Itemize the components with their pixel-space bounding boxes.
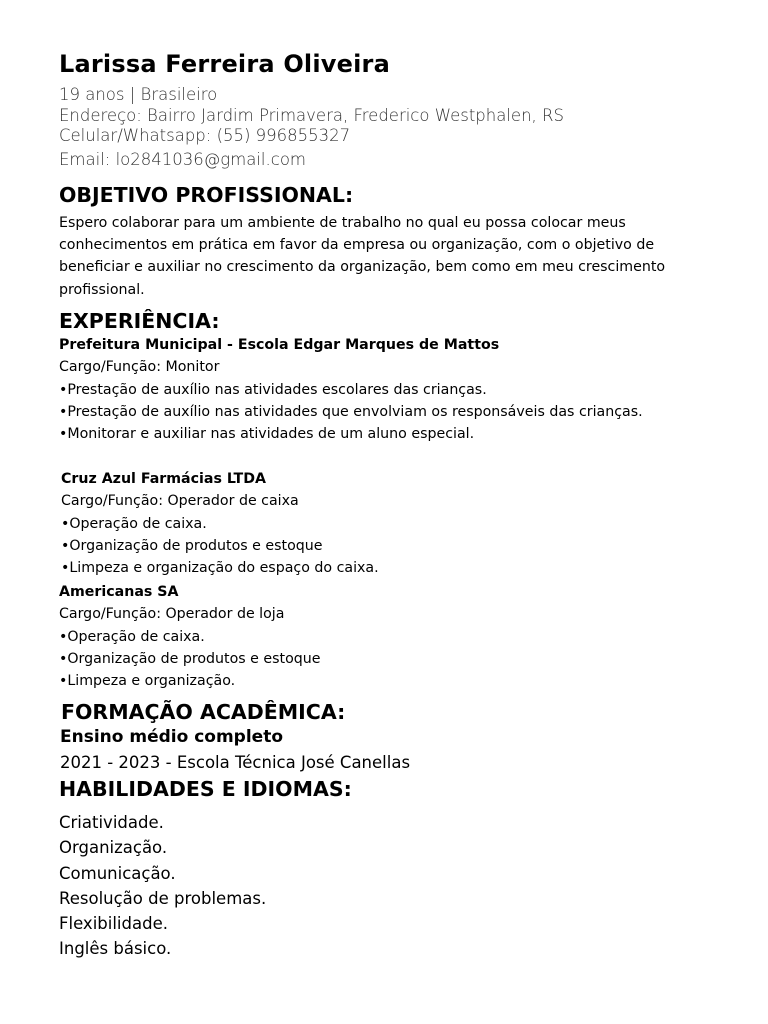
education-title: FORMAÇÃO ACADÊMICA: bbox=[61, 700, 346, 724]
email: Email: lo2841036@gmail.com bbox=[59, 150, 306, 169]
job-role: Cargo/Função: Operador de caixa bbox=[61, 493, 299, 510]
education-entry bbox=[60, 725, 410, 775]
skill-item: Comunicação. bbox=[59, 863, 176, 883]
skill-item: Organização. bbox=[59, 838, 168, 858]
job-task: •Operação de caixa. bbox=[61, 515, 207, 532]
job-entry bbox=[61, 468, 379, 579]
job-task: •Limpeza e organização do espaço do caixa. bbox=[61, 560, 379, 577]
job-company: Americanas SA bbox=[59, 584, 179, 600]
skill-item: Inglês básico. bbox=[59, 939, 172, 959]
address: Endereço: Bairro Jardim Primavera, Frederico Westphalen, RS bbox=[59, 105, 564, 125]
job-task: •Limpeza e organização. bbox=[59, 673, 236, 690]
phone: Celular/Whatsapp: (55) 996855327 bbox=[59, 126, 351, 145]
skill-item: Criatividade. bbox=[59, 813, 164, 832]
job-company: Cruz Azul Farmácias LTDA bbox=[61, 471, 266, 487]
job-company: Prefeitura Municipal - Escola Edgar Marques de Mattos bbox=[59, 337, 500, 353]
candidate-name: Larissa Ferreira Oliveira bbox=[59, 50, 390, 78]
job-entry bbox=[59, 334, 649, 445]
job-task: •Prestação de auxílio nas atividades escolares das crianças. bbox=[59, 381, 487, 398]
skill-item: Flexibilidade. bbox=[59, 914, 168, 934]
education-degree: Ensino médio completo bbox=[60, 727, 284, 747]
objective-text: Espero colaborar para um ambiente de trabalho no qual eu possa colocar meus conhecimentos em prática em favor da empresa ou organização, com o objetivo de beneficiar e auxiliar no crescimento da organização, bem como em meu crescimento profissional. bbox=[59, 215, 666, 298]
job-task: •Organização de produtos e estoque bbox=[61, 537, 323, 554]
personal-info bbox=[59, 85, 564, 171]
age-nationality: 19 anos | Brasileiro bbox=[59, 85, 218, 104]
job-task: •Monitorar e auxiliar nas atividades de um aluno especial. bbox=[59, 426, 475, 443]
skills-list bbox=[59, 810, 266, 962]
experience-title: EXPERIÊNCIA: bbox=[59, 309, 220, 333]
job-role: Cargo/Função: Monitor bbox=[59, 359, 220, 376]
job-task: •Operação de caixa. bbox=[59, 628, 205, 645]
job-role: Cargo/Função: Operador de loja bbox=[59, 606, 285, 623]
job-entry bbox=[59, 581, 321, 692]
skills-title: HABILIDADES E IDIOMAS: bbox=[59, 777, 352, 801]
objective-title: OBJETIVO PROFISSIONAL: bbox=[59, 183, 354, 207]
education-detail: 2021 - 2023 - Escola Técnica José Canellas bbox=[60, 753, 411, 772]
job-task: •Organização de produtos e estoque bbox=[59, 650, 321, 667]
skill-item: Resolução de problemas. bbox=[59, 888, 267, 908]
job-task: •Prestação de auxílio nas atividades que envolviam os responsáveis das crianças. bbox=[59, 403, 643, 420]
